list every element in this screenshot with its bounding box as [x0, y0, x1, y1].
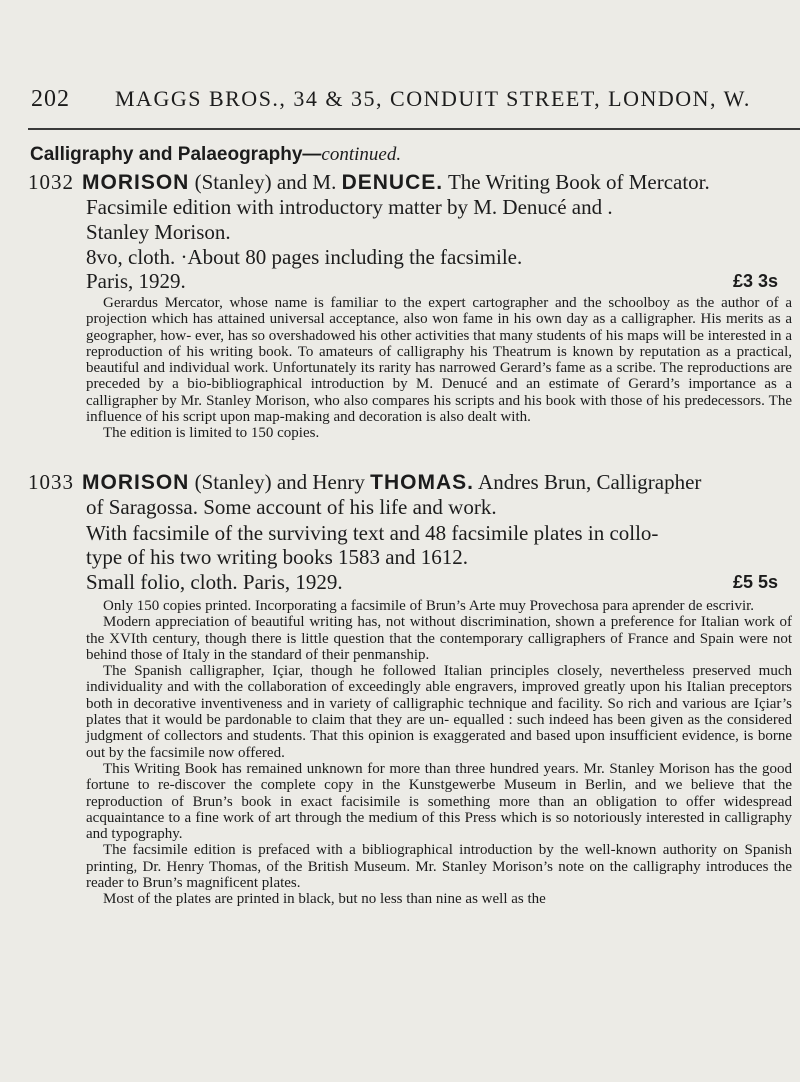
coauthor-name: THOMAS.: [370, 471, 474, 494]
paragraph: The edition is limited to 150 copies.: [103, 425, 320, 442]
author-detail: (Stanley) and M.: [189, 170, 342, 194]
header-rule: [28, 128, 800, 130]
paragraph: The facsimile edition is prefaced with a bibliographical introduction by the well-known authority on Spanish printing, Dr. Henry Thomas, of the British Museum. Mr. Stanley Morison’s note on the calligraphy introduces the reader to Brun’s magnificent plates.: [86, 842, 792, 892]
entry-description: [86, 598, 792, 908]
entry-title: Andres Brun, Calligrapher: [473, 470, 702, 494]
entry-number: 1033: [28, 470, 74, 494]
entry-line: Facsimile edition with introductory matter by M. Denucé and .: [86, 195, 613, 219]
entry-line: Paris, 1929.: [86, 269, 186, 293]
author-name: MORISON: [82, 471, 190, 494]
entry-line: 8vo, cloth. ·About 80 pages including the facsimile.: [86, 245, 523, 269]
section-continued: continued.: [321, 144, 402, 165]
entry-line: Small folio, cloth. Paris, 1929.: [86, 570, 343, 594]
coauthor-name: DENUCE.: [341, 171, 444, 194]
entry-line: Stanley Morison.: [86, 220, 231, 244]
paragraph: Gerardus Mercator, whose name is familiar to the expert cartographer and the schoolboy as the author of a projection which has attained universal acceptance, also won fame in his own day as a calligrapher. His merits as a geographer, how- ever, has so overshadowed his other activities that many students of his maps will be interested in a reproduction of his writing book. To amateurs of calligraphy his Theatrum is known by reputation as a practical, beautiful and individual work. Unfortunately its rarity has narrowed Gerard’s fame as a scribe. The reproductions are preceded by a bio-bibliographical introduction by M. Denucé and an estimate of Gerard’s importance as a calligrapher by Mr. Stanley Morison, who also compares his scripts and his book with those of his predecessors. The influence of his script upon map-making and decoration is also dealt with.: [86, 295, 792, 426]
entry-line: type of his two writing books 1583 and 1612.: [86, 545, 469, 569]
entry-number: 1032: [28, 170, 74, 194]
entry-heading: [82, 170, 710, 195]
paragraph: Modern appreciation of beautiful writing has, not without discrimination, shown a preference for Italian work of the XVIth century, though there is little question that the contemporary calligraphers of France and Spain were not behind those of Italy in the standard of their penmanship.: [86, 614, 792, 663]
section-title-text: Calligraphy and Palaeography—: [30, 144, 322, 165]
price: £5 5s: [732, 572, 778, 592]
entry-heading: [82, 470, 701, 495]
paragraph: This Writing Book has remained unknown for more than three hundred years. Mr. Stanley Morison has the good fortune to re-discover the complete copy in the Kunstgewerbe Museum in Berlin, and we believe that the reproduction of Brun’s book in exact facisimile is something more than an obligation to offer widespread acquaintance to a fine work of art through the medium of this Press which is so notoriously interested in calligraphy and typography.: [86, 760, 792, 843]
entry-line: With facsimile of the surviving text and 48 facsimile plates in collo-: [86, 521, 659, 545]
section-title: [30, 144, 401, 166]
author-detail: (Stanley) and Henry: [189, 470, 371, 494]
entry-line: of Saragossa. Some account of his life and work.: [86, 495, 497, 519]
price: £3 3s: [732, 271, 778, 291]
entry-description: [86, 295, 792, 442]
entry-title: The Writing Book of Mercator.: [443, 170, 710, 194]
author-name: MORISON: [82, 171, 190, 194]
running-header: [0, 86, 800, 126]
paragraph: Only 150 copies printed. Incorporating a facsimile of Brun’s Arte muy Provechosa para aprender de escrivir.: [103, 598, 755, 614]
page-number: 202: [31, 86, 70, 112]
publisher-line: MAGGS BROS., 34 & 35, CONDUIT STREET, LONDON, W.: [115, 86, 751, 111]
paragraph: Most of the plates are printed in black, but no less than nine as well as the: [103, 891, 546, 908]
paragraph: The Spanish calligrapher, Içiar, though he followed Italian principles closely, nevertheless preserved much individuality and with the collaboration of exceedingly able engravers, improved greatly upon his Italian preceptors both in decorative inventiveness and in variety of calligraphic technique and facility. So rich and various are Içiar’s plates that it would be pardonable to claim that they are un- equalled : such indeed has been given as the considered judgment of collectors and students. That this opinion is exaggerated and based upon insufficient evidence, is borne out by the facsimile now offered.: [86, 663, 792, 761]
